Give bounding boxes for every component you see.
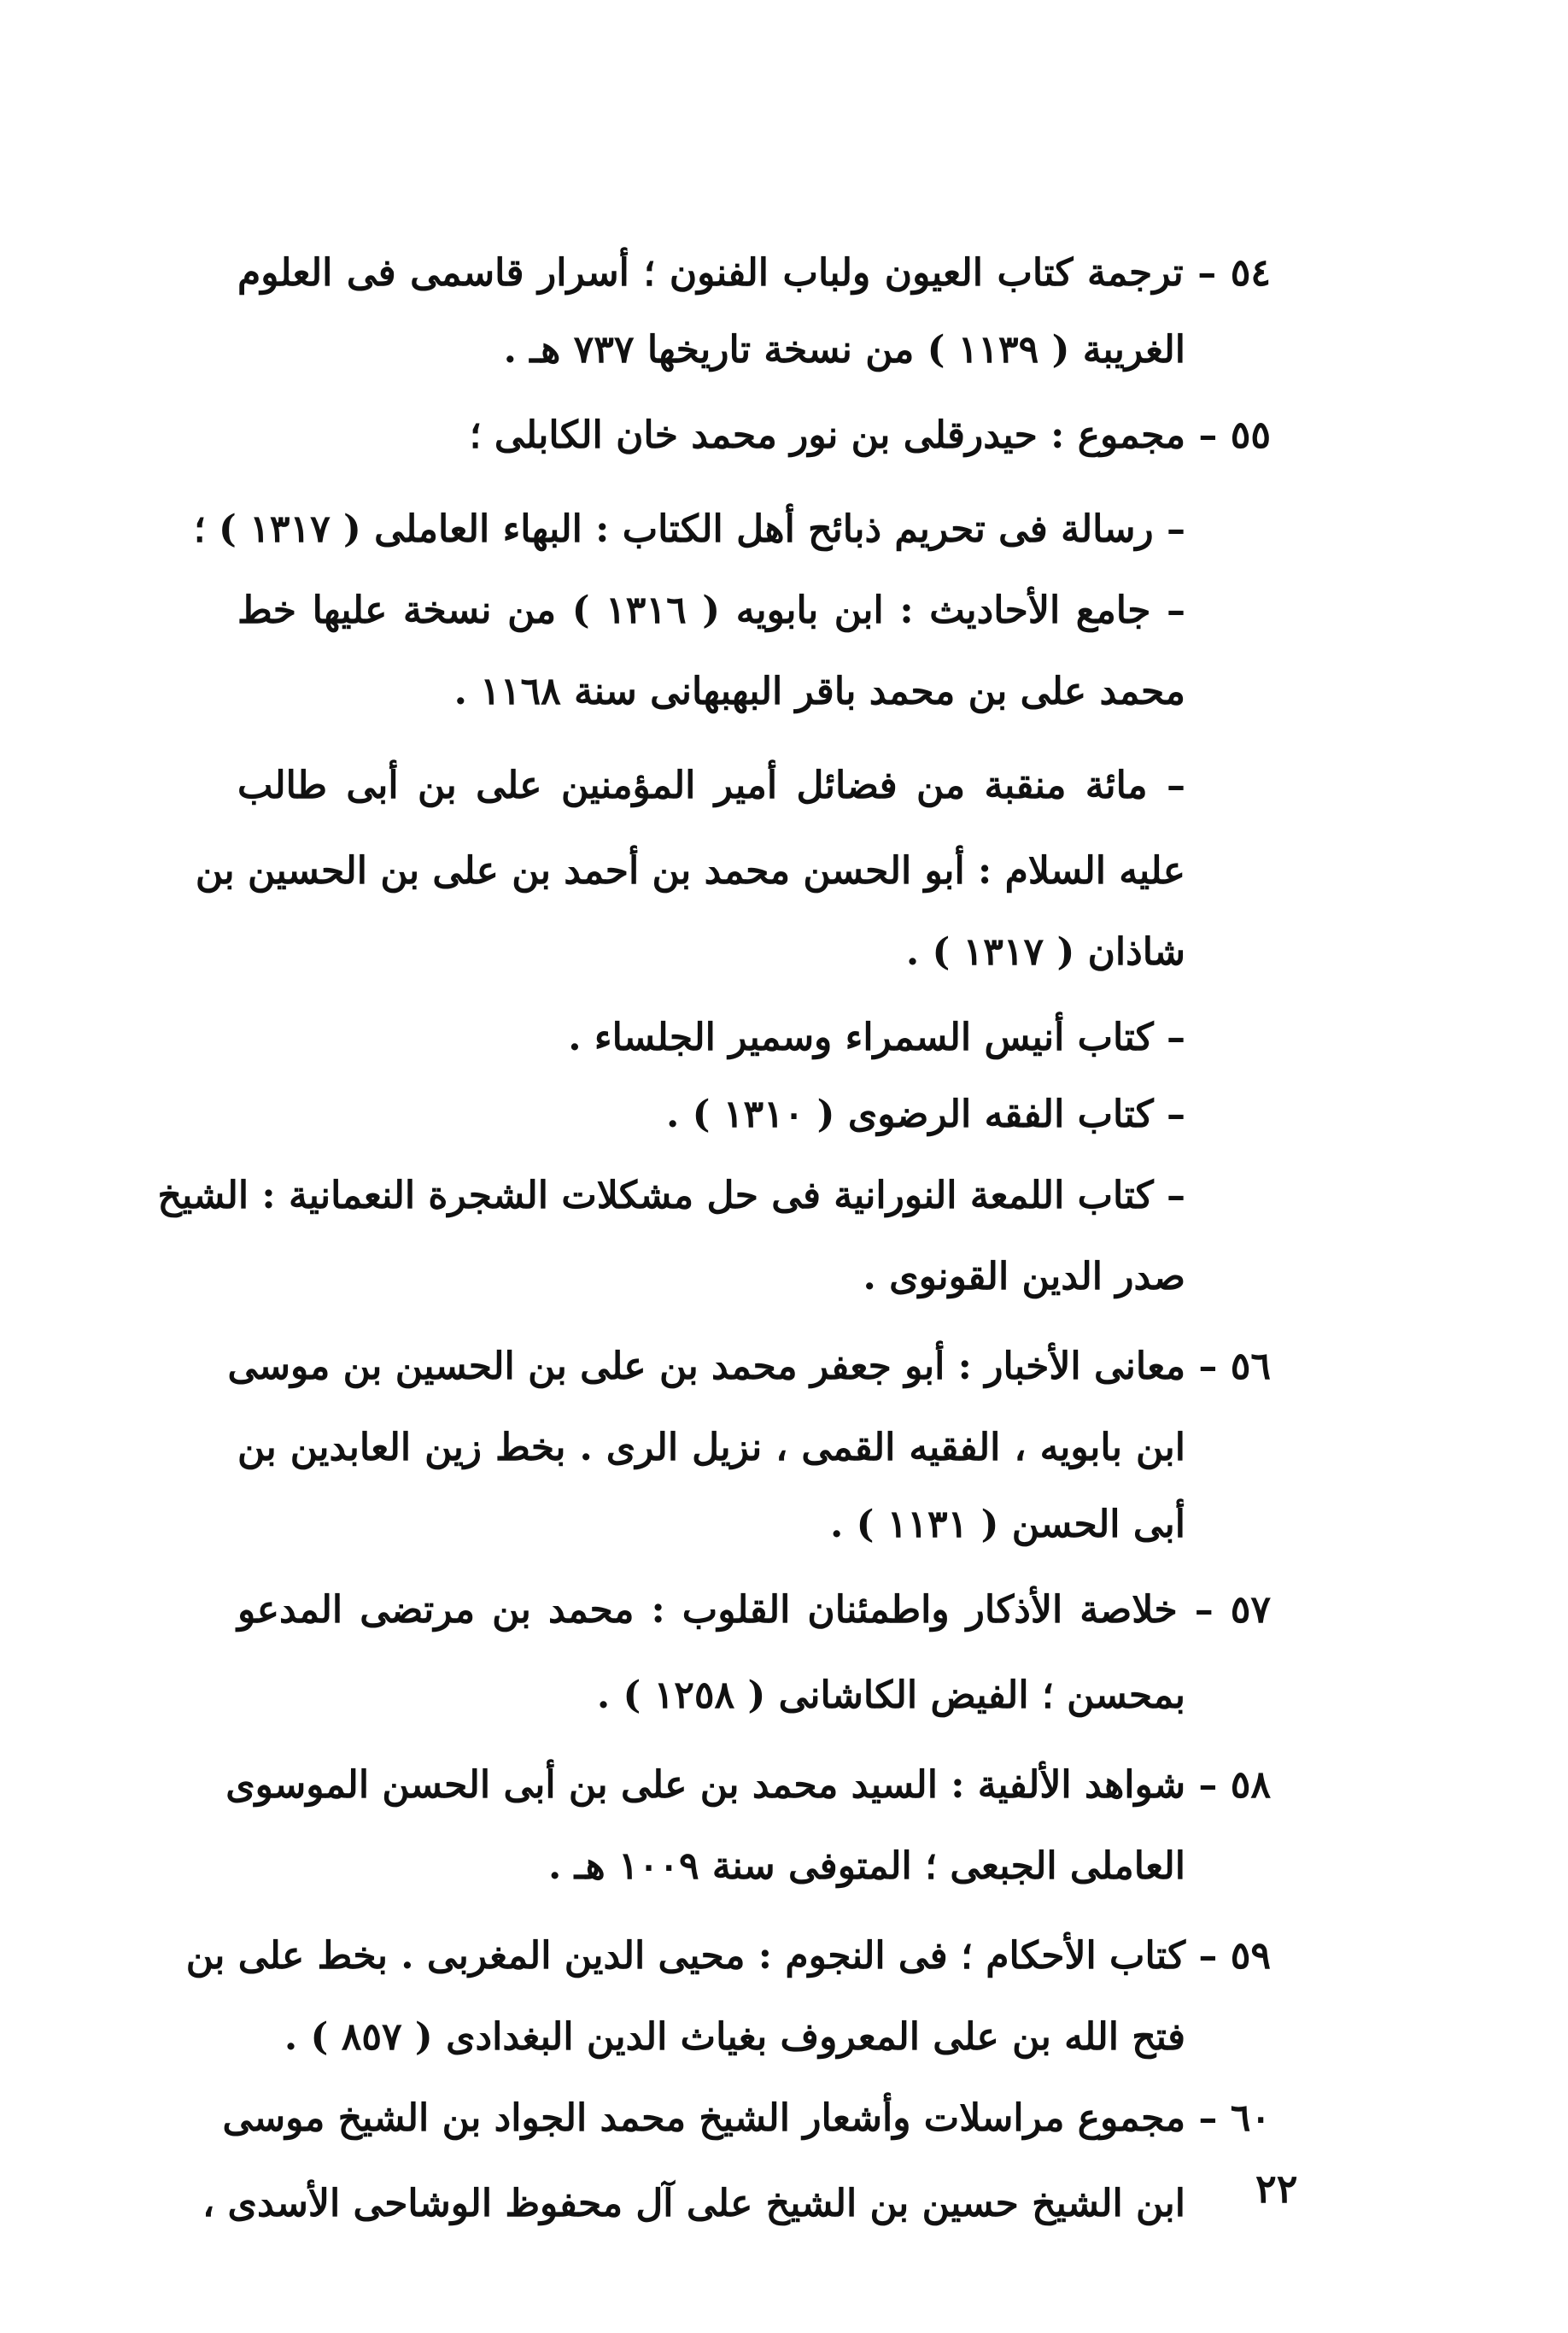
text-line: ٦٠ – مجموع مراسلات وأشعار الشيخ محمد الجواد بن الشيخ موسى <box>222 2096 1271 2140</box>
text-line: شاذان ( ١٣١٧ ) . <box>905 930 1185 974</box>
text-line: بمحسن ؛ الفيض الكاشانى ( ١٢٥٨ ) . <box>596 1674 1185 1717</box>
text-line: – مائة منقبة من فضائل أمير المؤمنين على بن أبى طالب <box>237 764 1185 807</box>
text-line: – جامع الأحاديث : ابن بابويه ( ١٣١٦ ) من نسخة عليها خط <box>237 589 1186 632</box>
text-line: محمد على بن محمد باقر البهبهانى سنة ١١٦٨ . <box>453 670 1185 713</box>
text-line: العاملى الجبعى ؛ المتوفى سنة ١٠٠٩ هـ . <box>548 1844 1185 1888</box>
text-line: ٥٤ – ترجمة كتاب العيون ولباب الفنون ؛ أسرار قاسمى فى العلوم <box>237 251 1271 295</box>
text-line: ابن بابويه ، الفقيه القمى ، نزيل الرى . بخط زين العابدين بن <box>237 1426 1185 1469</box>
text-line: – كتاب الفقه الرضوى ( ١٣١٠ ) . <box>666 1093 1185 1136</box>
text-line: ٥٦ – معانى الأخبار : أبو جعفر محمد بن على بن الحسين بن موسى <box>227 1345 1271 1388</box>
text-line: – رسالة فى تحريم ذبائح أهل الكتاب : البهاء العاملى ( ١٣١٧ ) ؛ <box>193 507 1185 551</box>
text-line: صدر الدين القونوى . <box>863 1255 1185 1298</box>
text-line: ابن الشيخ حسين بن الشيخ على آل محفوظ الوشاحى الأسدى ، <box>202 2182 1185 2225</box>
text-line: – كتاب أنيس السمراء وسمير الجلساء . <box>568 1016 1185 1059</box>
text-line: الغريبة ( ١١٣٩ ) من نسخة تاريخها ٧٣٧ هـ . <box>503 328 1185 372</box>
text-line: فتح الله بن على المعروف بغياث الدين البغدادى ( ٨٥٧ ) . <box>284 2015 1185 2059</box>
text-line: ٥٥ – مجموع : حيدرقلى بن نور محمد خان الكابلى ؛ <box>469 413 1271 457</box>
page-number: ٢٢ <box>1255 2166 1298 2212</box>
text-line: – كتاب اللمعة النورانية فى حل مشكلات الشجرة النعمانية : الشيخ <box>157 1174 1185 1217</box>
text-line: عليه السلام : أبو الحسن محمد بن أحمد بن على بن الحسين بن <box>195 849 1185 893</box>
text-line: ٥٨ – شواهد الألفية : السيد محمد بن على بن أبى الحسن الموسوى <box>225 1763 1271 1807</box>
text-line: ٥٧ – خلاصة الأذكار واطمئنان القلوب : محمد بن مرتضى المدعو <box>237 1588 1271 1632</box>
text-line: أبى الحسن ( ١١٣١ ) . <box>829 1503 1185 1546</box>
text-line: ٥٩ – كتاب الأحكام ؛ فى النجوم : محيى الدين المغربى . بخط على بن <box>185 1934 1271 1978</box>
